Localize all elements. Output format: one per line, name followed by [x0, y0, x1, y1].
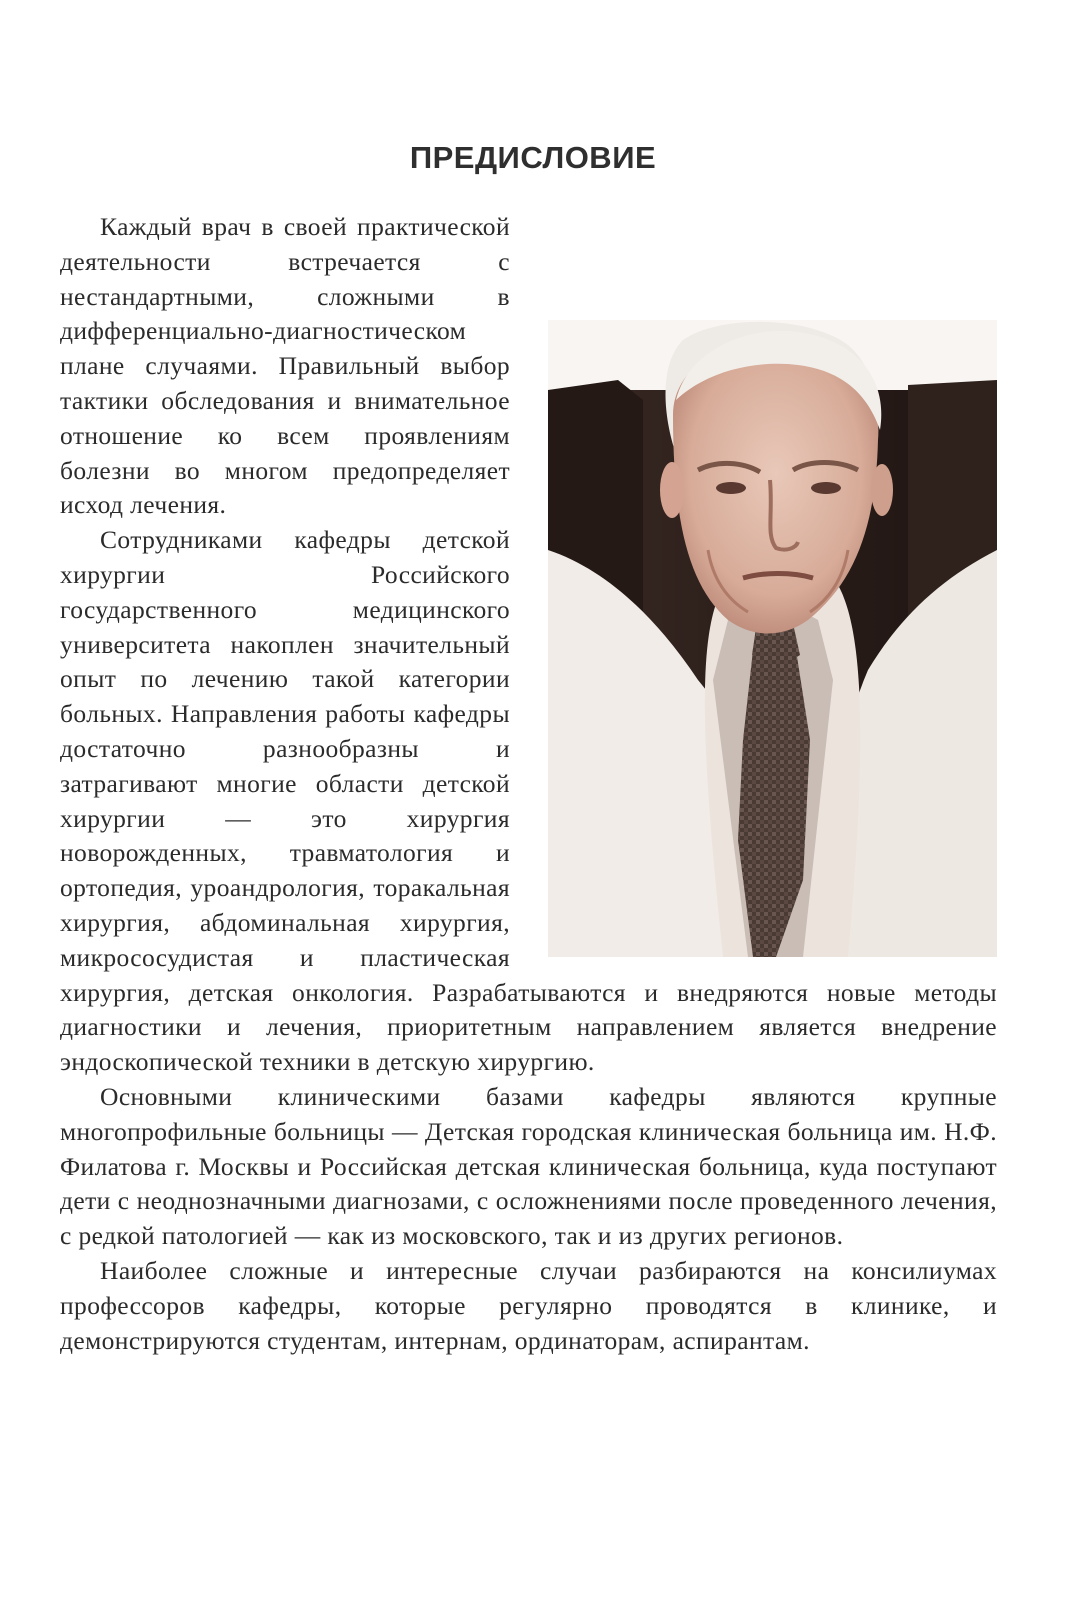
paragraph-3: Основными клиническими базами кафедры являются крупные многопрофильные больницы — Детская городская клиническая больница им. Н.Ф. Филатова г. Москвы и Российская детская клиническая больница, куда поступают дети с неоднозначными диагнозами, с осложнениями после проведенного лечения, с редкой патологией — как из московского, так и из других регионов.	[60, 1081, 997, 1251]
paragraph-1: Каждый врач в своей практической деятельности встречается с нестандартными, сложными в дифференциально-диагностическом плане случаями. Правильный выбор тактики обследования и внимательное отношение ко всем проявлениям болезни во многом предопределяет исход лечения.	[60, 212, 510, 520]
paragraph-2: Сотрудниками кафедры детской хирургии Российского государственного медицинского университета накоплен значительный опыт по лечению такой категории больных. Направления работы кафедры достаточно разнообразны и затрагивают многие области детской хирургии — это хирургия новорожденных, травматология и ортопедия, уроандрология, торакальная хирургия, абдоминальная хирургия, микрососудистая и пластическая хирургия, детская онкология. Разрабатываются и внедряются новые методы диагностики и лечения, приоритетным направлением является внедрение эндоскопической техники в детскую хирургию.	[60, 525, 997, 1077]
portrait-illustration	[548, 320, 997, 957]
portrait-photo	[548, 320, 997, 957]
page-title: ПРЕДИСЛОВИЕ	[409, 140, 657, 175]
paragraph-4: Наиболее сложные и интересные случаи разбираются на консилиумах профессоров кафедры, которые регулярно проводятся в клинике, и демонстрируются студентам, интернам, ординаторам, аспирантам.	[60, 1255, 997, 1355]
preface-text	[60, 210, 997, 1358]
